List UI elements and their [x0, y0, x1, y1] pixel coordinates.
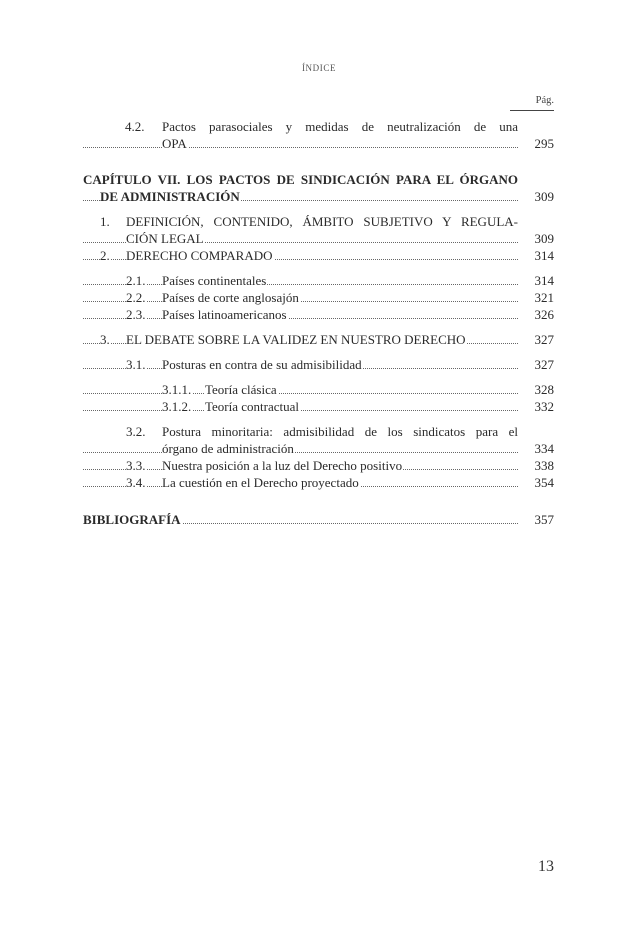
toc-title: Posturas en contra de su admisibilidad — [162, 357, 362, 372]
toc-title: BIBLIOGRAFÍA — [83, 512, 181, 527]
toc-entry-2-1 — [83, 272, 554, 289]
toc-entry-1-line2 — [83, 230, 554, 247]
toc-entry-3-2-line1 — [83, 423, 554, 440]
toc-number: 3.1.2. — [162, 399, 192, 414]
toc-entry-3-2-line2 — [83, 440, 554, 457]
toc-entry-1-line1 — [83, 213, 554, 230]
toc-number: 3.1.1. — [162, 382, 192, 397]
toc-title: Pactos parasociales y medidas de neutralización de una — [162, 119, 518, 134]
toc-page-number: 327 — [534, 357, 554, 372]
toc-title: Teoría contractual — [205, 399, 300, 414]
toc-title: EL DEBATE SOBRE LA VALIDEZ EN NUESTRO DERECHO — [126, 332, 466, 347]
toc-title: Países de corte anglosajón — [162, 290, 299, 305]
toc-entry-3 — [83, 331, 554, 348]
toc-title: DEFINICIÓN, CONTENIDO, ÁMBITO SUBJETIVO Y REGULA- — [126, 214, 518, 229]
toc-number: 2.1. — [126, 273, 146, 288]
toc-number: 1. — [100, 214, 110, 229]
toc-page-number: 314 — [534, 248, 554, 263]
toc-page-number: 354 — [534, 475, 554, 490]
toc-page-number: 327 — [534, 332, 554, 347]
toc-title: Países continentales — [162, 273, 267, 288]
toc-entry-4-2-line1 — [83, 118, 554, 135]
toc-page-number: 309 — [534, 189, 554, 204]
toc-page-number: 328 — [534, 382, 554, 397]
toc-entry-4-2-line2 — [83, 135, 554, 152]
toc-page-number: 314 — [534, 273, 554, 288]
toc-number: 2. — [100, 248, 110, 263]
toc-entry-3-1 — [83, 356, 554, 373]
toc-entry-2-3 — [83, 306, 554, 323]
toc-title-continuation: órgano de administración — [162, 441, 294, 456]
toc-number: 3.3. — [126, 458, 146, 473]
toc-page-number: 334 — [534, 441, 554, 456]
toc-number: 4.2. — [125, 119, 145, 134]
toc-number: 3. — [100, 332, 110, 347]
table-of-contents — [83, 118, 554, 528]
toc-chapter-7-line1 — [83, 171, 554, 188]
toc-page-number: 357 — [534, 512, 554, 527]
toc-entry-bibliography — [83, 511, 554, 528]
toc-number: 3.4. — [126, 475, 146, 490]
toc-page-number: 326 — [534, 307, 554, 322]
chapter-title-continuation: DE ADMINISTRACIÓN — [100, 189, 240, 204]
toc-entry-3-3 — [83, 457, 554, 474]
chapter-title: CAPÍTULO VII. LOS PACTOS DE SINDICACIÓN PARA EL ÓRGANO — [83, 172, 518, 187]
toc-title: Nuestra posición a la luz del Derecho positivo — [162, 458, 403, 473]
toc-page-number: 309 — [534, 231, 554, 246]
toc-entry-3-1-1 — [83, 381, 554, 398]
toc-title: Teoría clásica — [205, 382, 277, 397]
toc-number: 2.2. — [126, 290, 146, 305]
toc-entry-2 — [83, 247, 554, 264]
toc-title-continuation: OPA — [162, 136, 187, 151]
toc-entry-2-2 — [83, 289, 554, 306]
toc-page-number: 332 — [534, 399, 554, 414]
toc-entry-3-4 — [83, 474, 554, 491]
toc-title: Países latinoamericanos — [162, 307, 287, 322]
toc-page-number: 338 — [534, 458, 554, 473]
toc-number: 2.3. — [126, 307, 146, 322]
running-head: ÍNDICE — [301, 63, 337, 73]
toc-page-number: 295 — [534, 136, 554, 151]
toc-title: La cuestión en el Derecho proyectado — [162, 475, 359, 490]
toc-title: DERECHO COMPARADO — [126, 248, 273, 263]
toc-number: 3.2. — [126, 424, 146, 439]
toc-page-number: 321 — [534, 290, 554, 305]
toc-chapter-7-line2 — [83, 188, 554, 205]
page-number: 13 — [538, 858, 554, 875]
toc-number: 3.1. — [126, 357, 146, 372]
toc-entry-3-1-2 — [83, 398, 554, 415]
toc-title-continuation: CIÓN LEGAL — [126, 231, 204, 246]
page-column-label: Pág. — [510, 95, 554, 111]
toc-title: Postura minoritaria: admisibilidad de los sindicatos para el — [162, 424, 518, 439]
